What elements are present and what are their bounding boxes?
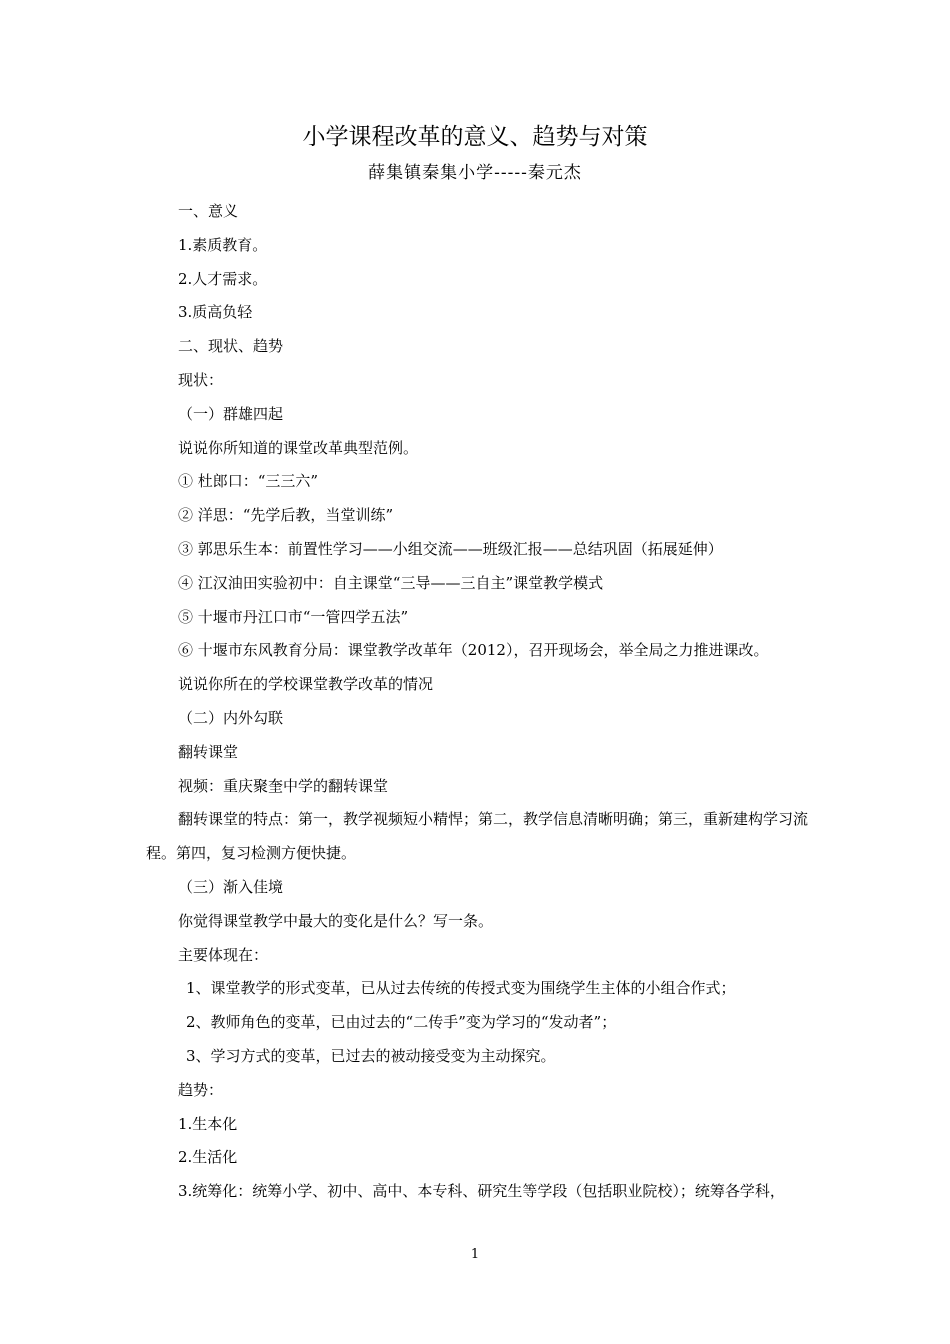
paragraph: （一）群雄四起 [178, 404, 284, 423]
paragraph: ① 杜郎口：“三三六” [178, 472, 319, 491]
paragraph: （三）渐入佳境 [178, 877, 284, 896]
paragraph: 主要体现在： [178, 945, 269, 964]
paragraph: ④ 江汉油田实验初中：自主课堂“三导——三自主”课堂教学模式 [178, 573, 604, 592]
paragraph: 3.质高负轻 [178, 303, 253, 322]
paragraph: 2、教师角色的变革，已由过去的“二传手”变为学习的“发动者”； [186, 1013, 617, 1032]
paragraph: 1.生本化 [178, 1114, 238, 1133]
paragraph: 3、学习方式的变革，已过去的被动接受变为主动探究。 [186, 1046, 556, 1065]
paragraph: 3.统筹化：统筹小学、初中、高中、本专科、研究生等学段（包括职业院校）；统筹各学科， [178, 1182, 785, 1201]
paragraph: 1.素质教育。 [178, 235, 268, 254]
paragraph: 二、现状、趋势 [178, 337, 284, 356]
paragraph: ③ 郭思乐生本：前置性学习——小组交流——班级汇报——总结巩固（拓展延伸） [178, 539, 723, 558]
author-line: 薛集镇秦集小学-----秦元杰 [368, 163, 582, 183]
paragraph: 翻转课堂 [178, 742, 239, 761]
paragraph: 1、课堂教学的形式变革，已从过去传统的传授式变为围绕学生主体的小组合作式； [186, 979, 736, 998]
document-body [146, 195, 816, 1209]
paragraph: 视频：重庆聚奎中学的翻转课堂 [178, 776, 389, 795]
paragraph: （二）内外勾联 [178, 708, 284, 727]
paragraph: 翻转课堂的特点：第一，教学视频短小精悍；第二，教学信息清晰明确；第三，重新建构学习流程。第四，复习检测方便快捷。 [146, 810, 809, 863]
paragraph: 2.生活化 [178, 1148, 238, 1167]
paragraph: ⑥ 十堰市东风教育分局：课堂教学改革年（2012），召开现场会，举全局之力推进课改。 [178, 641, 769, 660]
paragraph: ⑤ 十堰市丹江口市“一管四学五法” [178, 607, 409, 626]
paragraph: ② 洋思：“先学后教，当堂训练” [178, 506, 394, 525]
paragraph: 现状： [178, 370, 224, 389]
paragraph: 趋势： [178, 1080, 224, 1099]
paragraph: 说说你所知道的课堂改革典型范例。 [178, 438, 419, 457]
paragraph: 说说你所在的学校课堂教学改革的情况 [178, 675, 434, 694]
page-number: 1 [470, 1247, 480, 1262]
paragraph: 你觉得课堂教学中最大的变化是什么？写一条。 [178, 911, 494, 930]
document-title: 小学课程改革的意义、趋势与对策 [302, 124, 648, 150]
paragraph: 一、意义 [178, 202, 239, 220]
paragraph: 2.人才需求。 [178, 269, 268, 288]
